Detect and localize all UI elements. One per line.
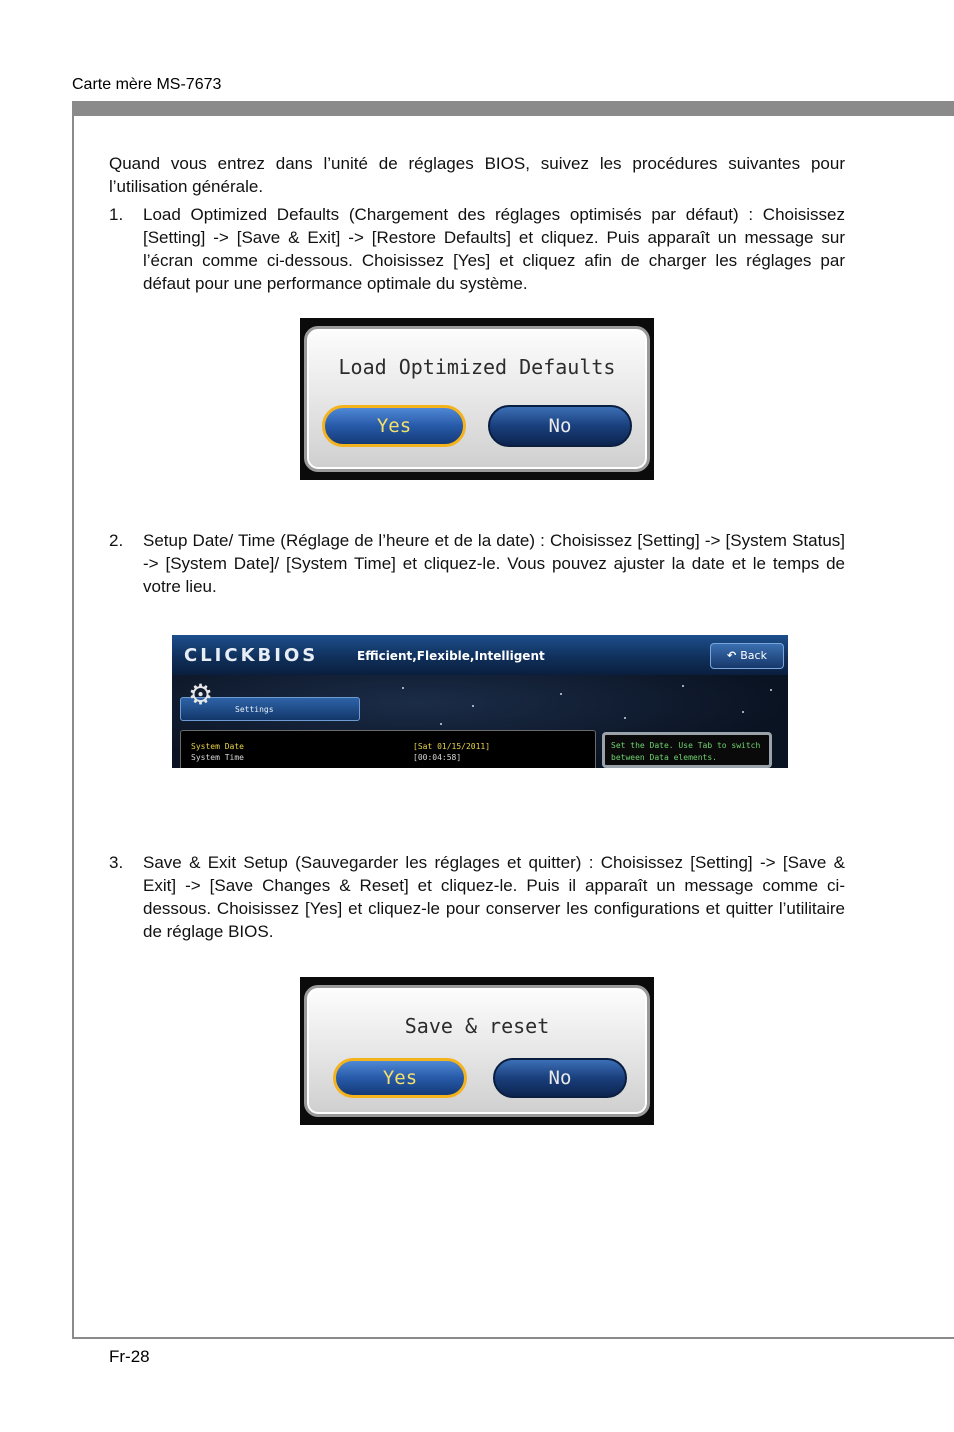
clickbios-screenshot xyxy=(172,635,788,768)
step-text: Load Optimized Defaults (Chargement des réglages optimisés par défaut) : Choisissez [Setting] -> [Save & Exit] -> [Restore Defaults] et cliquez. Puis apparaît un message sur l’écran comme ci-dessous. Choisissez [Yes] et cliquez afin de charger les réglages par défaut pour une performance optimale du système. xyxy=(143,205,845,293)
gears-icon: ⚙ xyxy=(188,679,214,710)
star xyxy=(624,717,626,719)
back-arrow-icon: ↶ xyxy=(727,649,737,662)
intro-paragraph: Quand vous entrez dans l’unité de réglages BIOS, suivez les procédures suivantes pour l’utilisation générale. xyxy=(109,154,845,196)
clickbios-tagline: Efficient,Flexible,Intelligent xyxy=(357,649,545,663)
clickbios-top-bar xyxy=(172,635,788,675)
page-number: Fr-28 xyxy=(109,1347,150,1366)
step-number: 1. xyxy=(109,205,124,224)
step-3 xyxy=(109,851,845,943)
settings-list xyxy=(180,730,596,768)
row-value: [Sat 01/15/2011] xyxy=(413,742,491,751)
star xyxy=(402,687,404,689)
load-defaults-dialog-screenshot xyxy=(300,318,654,480)
yes-button[interactable]: Yes xyxy=(333,1058,467,1098)
system-date-row[interactable] xyxy=(191,742,491,751)
save-reset-dialog-screenshot xyxy=(300,977,654,1125)
row-value: [00:04:58] xyxy=(413,753,462,762)
yes-button[interactable]: Yes xyxy=(322,405,466,447)
back-label: Back xyxy=(740,649,767,662)
step-text: Setup Date/ Time (Réglage de l’heure et de la date) : Choisissez [Setting] -> [System Status] -> [System Date]/ [System Time] et cliquez-le. Vous pouvez ajuster la date et le temps de votre lieu. xyxy=(143,531,845,596)
left-margin-rule xyxy=(72,101,74,1339)
star xyxy=(472,705,474,707)
no-button[interactable]: No xyxy=(493,1058,627,1098)
help-text: Set the Date. Use Tab to switch between Data elements. xyxy=(602,732,772,768)
step-1 xyxy=(109,203,845,295)
star xyxy=(440,723,442,725)
star xyxy=(560,693,562,695)
footer-rule xyxy=(72,1337,954,1339)
row-label: System Date xyxy=(191,742,244,751)
row-label: System Time xyxy=(191,753,244,762)
back-button[interactable] xyxy=(710,643,784,669)
clickbios-logo: CLICKBIOS xyxy=(184,645,319,666)
star xyxy=(742,711,744,713)
no-button[interactable]: No xyxy=(488,405,632,447)
system-time-row[interactable] xyxy=(191,753,462,762)
star xyxy=(770,689,772,691)
dialog-title: Load Optimized Defaults xyxy=(338,355,616,379)
step-number: 3. xyxy=(109,853,124,872)
step-number: 2. xyxy=(109,531,124,550)
header-bar xyxy=(72,101,954,116)
star xyxy=(682,685,684,687)
step-2 xyxy=(109,529,845,598)
dialog-panel xyxy=(304,326,650,472)
dialog-title: Save & reset xyxy=(404,1014,550,1038)
document-header-title: Carte mère MS-7673 xyxy=(72,76,222,93)
settings-tab-label: Settings xyxy=(235,705,274,714)
step-text: Save & Exit Setup (Sauvegarder les réglages et quitter) : Choisissez [Setting] -> [Save & Exit] -> [Save Changes & Reset] et cliquez-le. Puis il apparaît un message comme ci-dessous. Choisissez [Yes] et cliquez-le pour conserver les configurations et quitter l’utilitaire de réglage BIOS. xyxy=(143,853,845,941)
dialog-panel xyxy=(304,985,650,1117)
